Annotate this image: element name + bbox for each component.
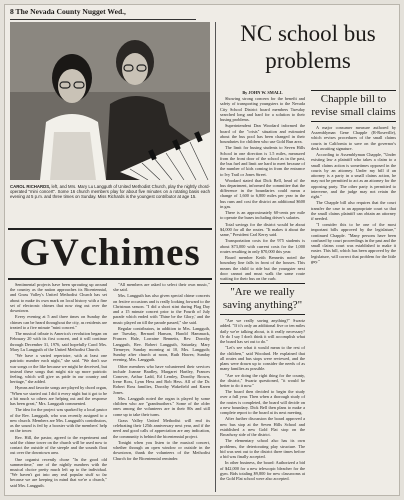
chapple-paragraph: A major consumer measure authored by Assemblyman Gene Chapple (R-Roseville), which revises procedures of the small claims courts in California to save on the governor's desk awaiting signature. xyxy=(311,125,396,151)
bus-story xyxy=(220,90,396,490)
chimes-paragraph: Mrs. Langguth has also given special chime concerts on festive occasions and is really looking forward to the Christmas season. "I did a short stint during Flag Day and a 15 minute concert prior to the Fourth of July parade which ended with 'Thine be the Glory,' and the music played on till the parade passed," she said. xyxy=(113,293,210,325)
organ-photo-image xyxy=(10,22,210,180)
chimes-story xyxy=(10,282,210,492)
bus-paragraph: Showing strong concern for the benefit and safety of transporting youngsters to the Nevada City School District board members Tuesday searched long and hard for a solution to their busing problems. xyxy=(220,96,305,123)
chimes-paragraph: Hymns and favorite songs are played by chord organ, "When we started out I did it every night but it got to be a bit much so others are helping out and the response has been great," Mrs. Langguth commented. xyxy=(10,385,107,407)
caption-name: CAROL RICHARDS, xyxy=(10,184,51,189)
bus-headline: NC school bus problems xyxy=(240,21,376,73)
chapple-paragraph: "I consider this to be one of the most important bills approved by the legislature," continued Chapple. "Many persons have been confused by court proceedings in the past and the small claims court was established to make it easier. This bill, which has been approved by the legislature, will correct that problem for the little guy." xyxy=(311,222,396,264)
organ-photo xyxy=(10,22,210,180)
chimes-paragraph: Sentimental projects have been sprouting up around the country as the nation approaches its Bicentennial, and Grass Valley's United Methodist Church has set about to make its own mark on local history with a fine set of electronic chimes that now ring out over the downtown. xyxy=(10,282,107,314)
chimes-paragraph: "We have a varied repertoire, with at least one patriotic number each night," she said. "We don't use war songs or the like because we might be deceived, but instead these songs that might stir up more patriotic feeling, which will give us pride in our country and heritage," she added. xyxy=(10,353,107,385)
chimes-paragraph: Grass Valley United Methodist will end its celebrating their 125th anniversary next year, and if the need and good calls of appreciation are any indication, the community is behind the bicentennial project. xyxy=(113,417,210,439)
bus-paragraph: In other business, the board: Authorized a bid of $42,000 for a new telescopic bleacher for the gym. Bids totaling $9,800 for new classrooms at the Gold Flat school were also accepted. xyxy=(220,460,305,481)
bus-paragraph: Woodard stated that Dick Bell, head of the bus department, informed the committee that the difference in the boundaries could mean a change of 1,600 to 6,800 miles per year in the bus runs and cost the district an additional $600 in gas. xyxy=(220,177,305,209)
chimes-paragraph: Regular contributors, in addition to Mrs. Langguth, are Tuesday, Bernard Hanson, Harold Hammack, Frances Hale, Lorraine Bennetts, Rev. Dorothy Langguth, Rev. Robert Langguth, Saturday, Mary Tiemeyer, Sunday morning at 10, Mrs. Langguth; Sunday after church at noon, Ruth Hawes; Sunday evening, Mrs. Langguth. xyxy=(113,325,210,363)
bus-paragraph: "Are we doing the right thing for the county, the district," Swartz questioned, "it would be better to do it now." xyxy=(220,372,305,389)
chapple-paragraph: The Chapple bill also requires that the court transfer the case to an appropriate court so that the small claims plaintiff can obtain an attorney if needed. xyxy=(311,200,396,221)
chimes-paragraph: Every evening at 5 and three times on Sunday the chimes can be heard throughout the city, as residents are treated to a five minute "mini concert." xyxy=(10,314,107,330)
chimes-paragraph: Rev. Hill, the pastor, agreed to the experiment and said the chime tower on the church will be used now to contact the outside of the steeple and the sounds float out over the downtown area. xyxy=(10,434,107,456)
running-head: 8 The Nevada County Nugget Wed., xyxy=(10,7,196,20)
bus-byline: By JOHN W. SMALL xyxy=(242,90,283,95)
bus-paragraph: The board then decided to begin the study over a full year. Then when a thorough study of the routes is completed, the board will decide on a new boundary. Dick Bell then plans to make a complete report to the board at its next meeting. xyxy=(220,389,305,416)
chimes-paragraph: "All members are asked to select their own music," she said. xyxy=(113,282,210,293)
caption-text: left, and Mrs. Mary Lu Langguth of United Methodist Church, play the nightly chord-operated "mini concert". Some 16 church members play for about five minutes on a rotating basis each evening at 5 p.m. and three times on Sunday. Miss Richards is the youngest contributor at age 15. xyxy=(10,184,210,200)
chimes-paragraph: The musical tribute is America's revolution began on February 20 with its first concert, and it will continue through December 31, 1976, said hopefully Carol Mrs. Mary Lu Langguth of the United Methodist Church. xyxy=(10,331,107,352)
bus-paragraph: After further discussion the board approved a new bus stop at the Seven Hills School and established a new Gold Flat stop on the Broadway side of the district. xyxy=(220,416,305,438)
photo-caption xyxy=(10,184,210,224)
bus-paragraph: There is an approximately 60-cents per mile to operate the buses including driver's salaries. xyxy=(220,210,305,221)
newspaper-page xyxy=(4,4,400,496)
chapple-paragraph: According to Assemblyman Chapple, "Under existing law a plaintiff who takes a claim to a small claims action is sometimes opposed in the courts by an attorney. Under my bill if an attorney is a party in a small claims action, he may not be permitted to act as an attorney for the opposing party. The other party is permitted to intervene, and the judge may not retain the right." xyxy=(311,152,396,200)
chimes-paragraph: One organist recently chose "In the good old summertime," one of the nightly numbers with the musical choice pretty much left up to the individual. "We haven't got into any real popular stuff so far because we are keeping in mind that we're a church," said Mrs. Langguth. xyxy=(10,456,107,488)
column-divider xyxy=(215,22,216,492)
bus-paragraph: "Are we really saving anything?" Swartz added. "If it's only an additional five or ten miles daily we're talking about, is it really necessary? Or do I say I don't think it will accomplish what the board has set out to do." xyxy=(220,318,305,345)
chimes-paragraph: Mrs. Langguth noted the organ is played by some children who are "grandmothers." Some of the older ones among the volunteers are in their 80s and still come up to take their turns. xyxy=(113,395,210,417)
bus-paragraph: The limit for busing students to Seven Hills School in one direction is 1.5 miles, measured from the front door of the school as in the past, the bus fuel and limit are hard to meet because of the number of kids coming in from the entrance to Ivy Trail or Jones Street. xyxy=(220,145,305,177)
chimes-paragraph: Tonight when you listen to the musical concert, whether through an open window or outside in the downtown, thank the volunteers of the Methodist Church for the Bicentennial reminder. xyxy=(113,439,210,461)
bus-paragraph: Superintendent Dan Woodard informed the board of the "crisis" situation and estimated about the bus pool has been changed in their boundaries for children who use Gold Run area. xyxy=(220,123,305,145)
chimes-headline: GVchimes xyxy=(8,228,212,280)
chimes-paragraph: Other members who have volunteered their services include Joanne Bradley, Margaret Hartley, Frances Conover, Arthur Ladd, Ed Lemley, Dorothy Brown, Irene Ross, Lynn Hess and Bob Hess. All of the Dr. Robert Ross families, Dorothy Wakefield and Karen Jones. xyxy=(113,363,210,395)
pull-quote: "Are we really saving anything?" xyxy=(220,283,305,315)
bus-paragraph: Total savings for the district would be about $4,000 for all the routes. "It makes it about the same," President Carl Kerry said. xyxy=(220,221,305,238)
bus-paragraph: "Let's see what it would mean to the rest of the children," said Woodard. He explained that all routes and bus stops were reviewed, and the plans were drawn up to consider the needs of as many families as possible. xyxy=(220,345,305,372)
bus-paragraph: Board member Keith Bennetts noted the boundary line falls in front of the houses. This means the child to ride but the youngster next door cannot and must walk the same route waiting for their bus on the curb. xyxy=(220,255,305,281)
bus-paragraph: Transportation costs for the 975 students is about $73,000 with current costs for the 1,000 routes resulting in only $70,000 this year. xyxy=(220,238,305,254)
chimes-paragraph: The idea for the project was sparked by a local pastor of the Rev. Langguth, who was recently assigned to a new church. Members are Mrs. Langguth's contributors, as the sound is fed by a booster with the members' help on the tower. xyxy=(10,407,107,434)
chapple-headline: Chapple bill to revise small claims xyxy=(311,90,396,122)
bus-paragraph: The elementary school also has its own problems, the deteriorating play structure. The bid was sent out to the district three times before a bid was finally accepted. xyxy=(220,438,305,460)
